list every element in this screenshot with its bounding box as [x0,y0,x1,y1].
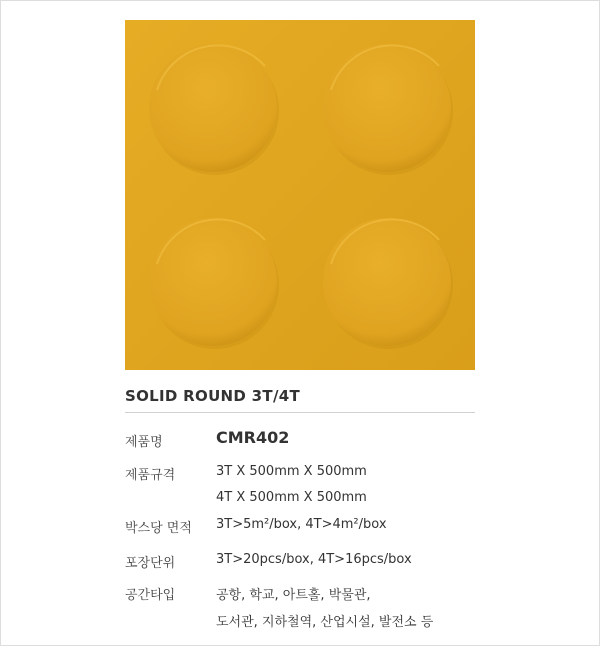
product-title: SOLID ROUND 3T/4T [125,387,300,405]
spec-value-3t: 3T X 500mm X 500mm [216,464,367,479]
packing-unit-value: 3T>20pcs/box, 4T>16pcs/box [216,552,412,567]
spec-value-4t: 4T X 500mm X 500mm [216,490,367,505]
product-code: CMR402 [216,428,290,447]
box-area-label: 박스당 면적 [125,521,192,536]
space-type-value-2: 도서관, 지하철역, 산업시설, 발전소 등 [216,615,434,630]
product-name-label: 제품명 [125,435,163,450]
box-area-value: 3T>5m²/box, 4T>4m²/box [216,517,387,532]
packing-unit-label: 포장단위 [125,556,176,571]
space-type-label: 공간타입 [125,588,176,603]
spec-label: 제품규격 [125,468,176,483]
product-image [125,20,475,370]
divider [125,412,475,413]
space-type-value-1: 공항, 학교, 아트홀, 박물관, [216,588,371,603]
